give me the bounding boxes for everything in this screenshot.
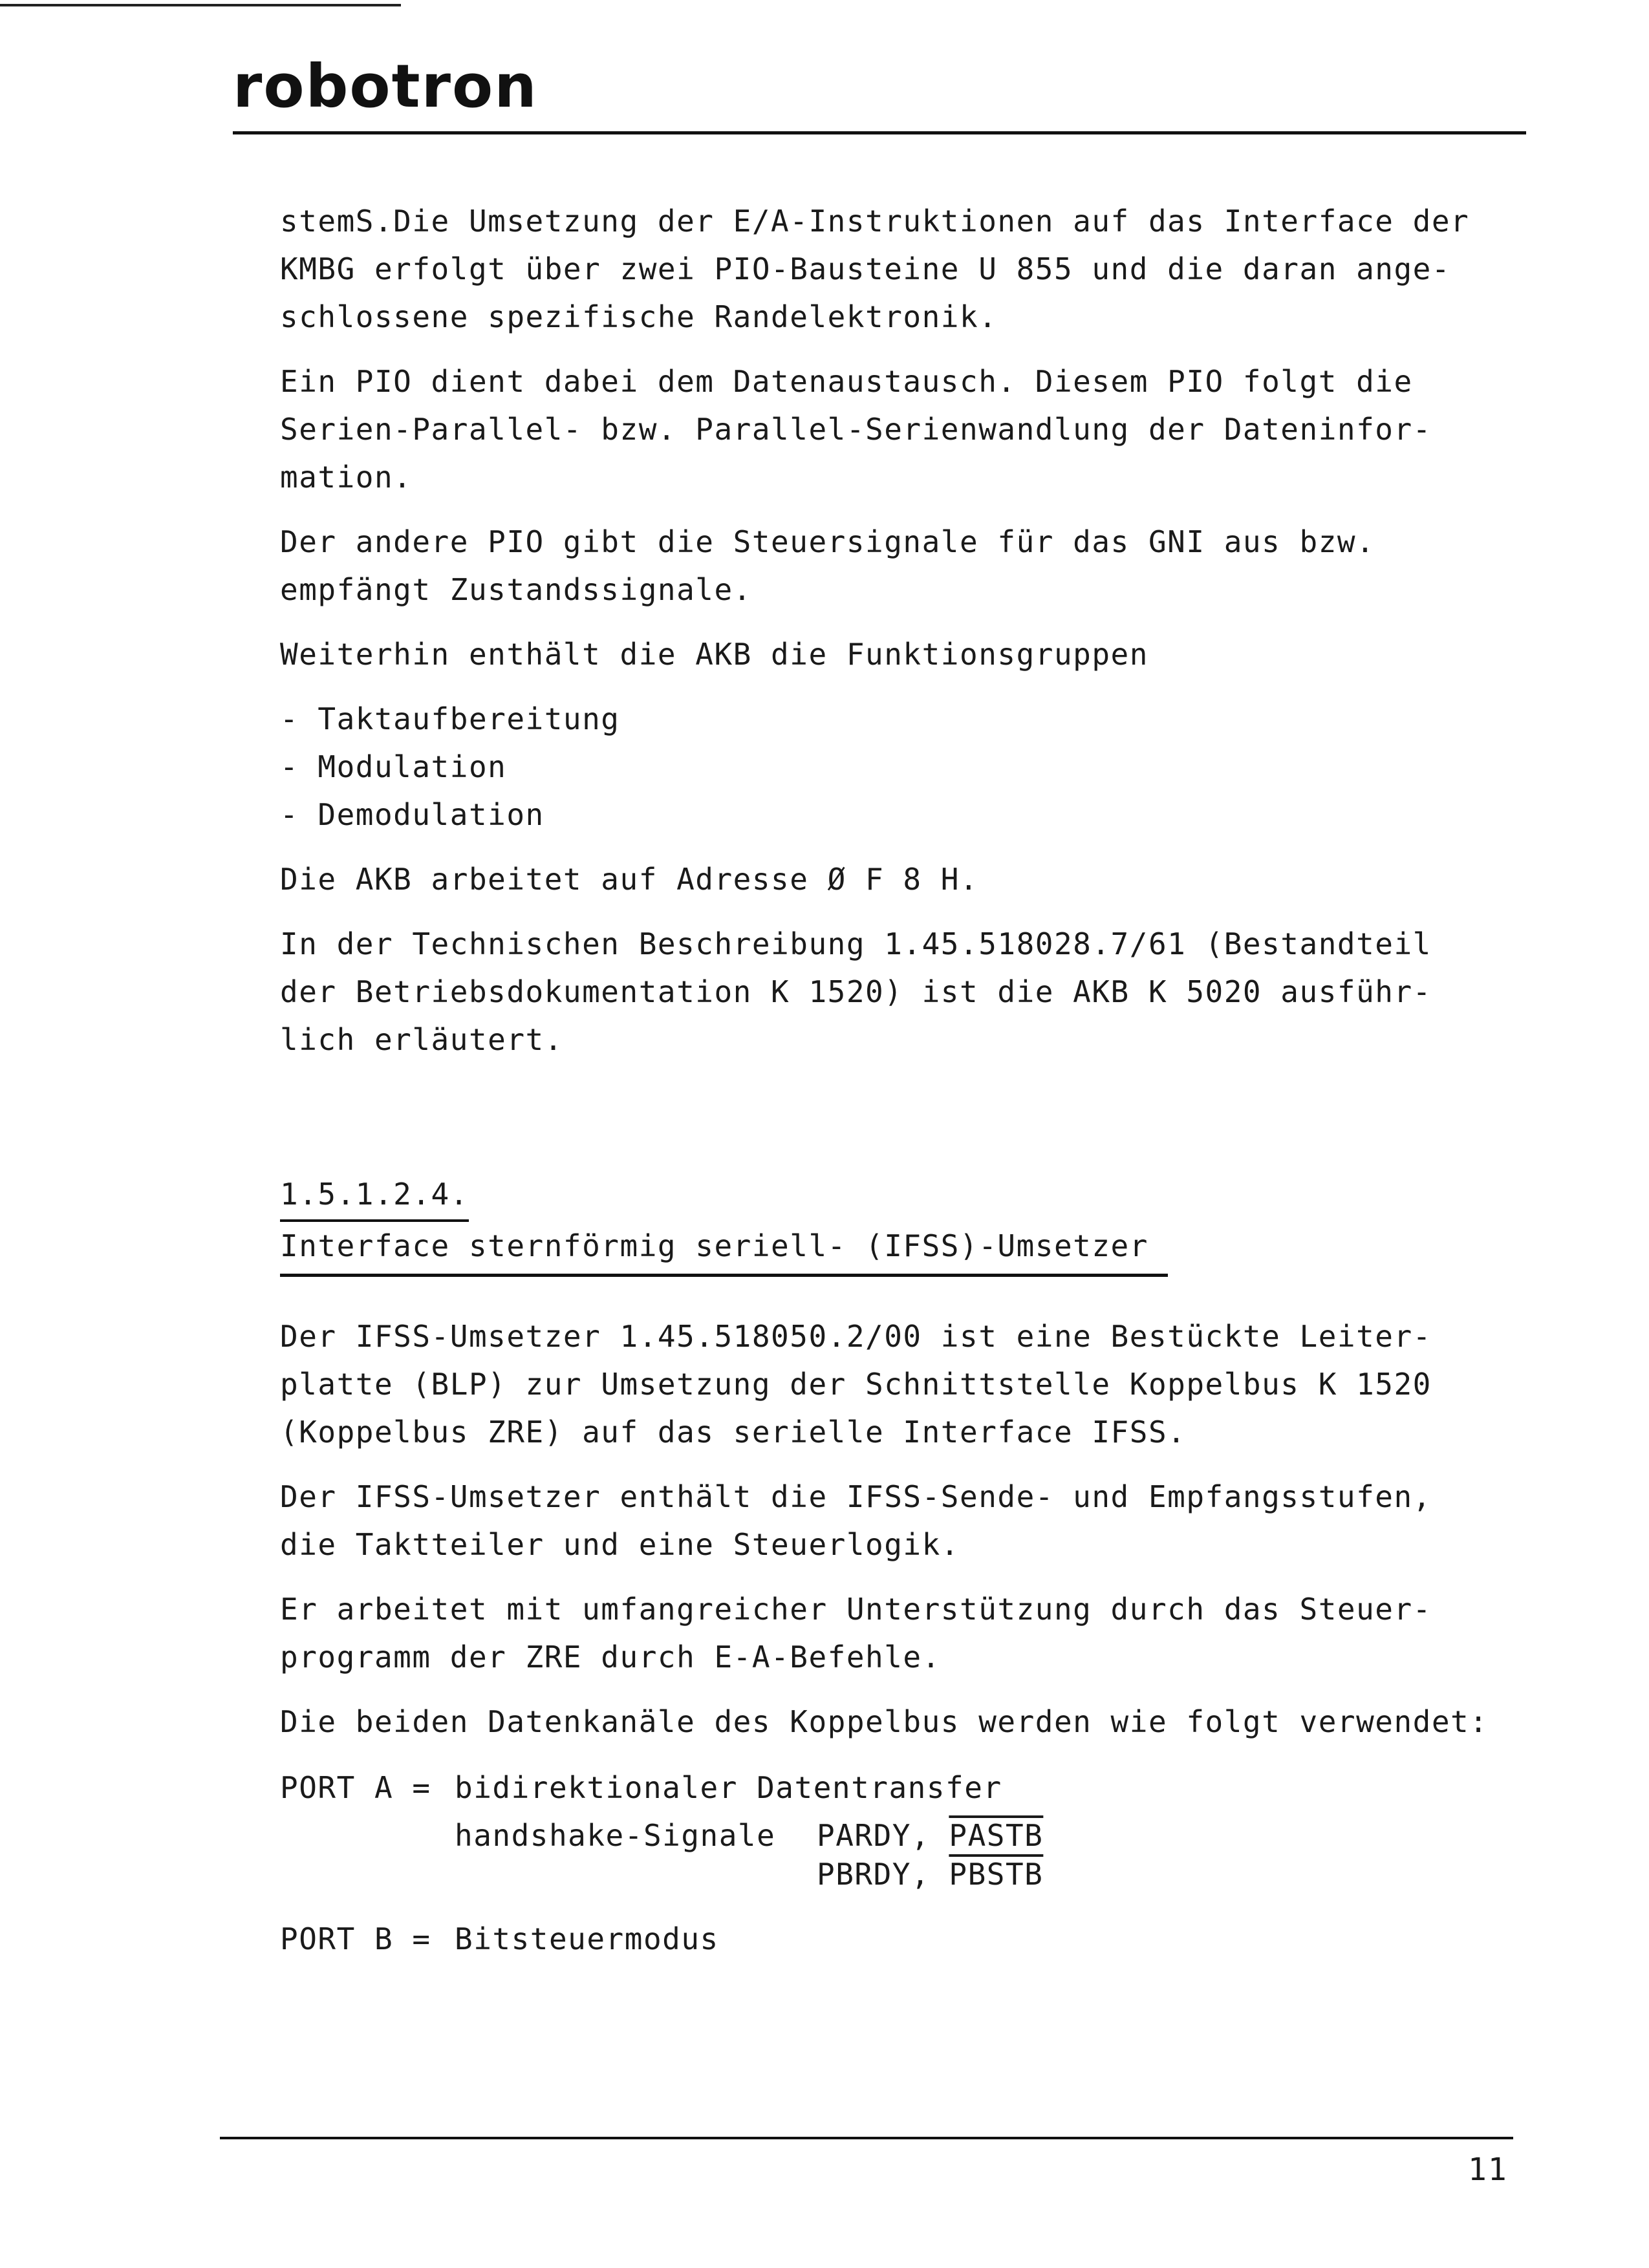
paragraph-reference: In der Technischen Beschreibung 1.45.518028.7/61 (Bestandteil der Betriebsdokumentation K 1520) ist die AKB K 5020 ausführ- lich erläutert. xyxy=(280,926,1432,1057)
port-b-description: Bitsteuermodus xyxy=(455,1921,719,1956)
signal-pbrdy: PBRDY, xyxy=(817,1857,931,1892)
paragraph-pio-intro: stemS.Die Umsetzung der E/A-Instruktionen auf das Interface der KMBG erfolgt über zwei PIO-Bausteine U 855 und die daran ange- schlossene spezifische Randelektronik. xyxy=(280,204,1470,334)
paragraph-function-groups-intro: Weiterhin enthält die AKB die Funktionsgruppen xyxy=(280,637,1148,672)
paragraph-pio-data: Ein PIO dient dabei dem Datenaustausch. Diesem PIO folgt die Serien-Parallel- bzw. Parallel-Serienwandlung der Dateninfor- mation. xyxy=(280,364,1432,495)
signal-pardy: PARDY, xyxy=(817,1818,931,1853)
header-rule xyxy=(233,131,1526,134)
paragraph-ifss-components: Der IFSS-Umsetzer enthält die IFSS-Sende- und Empfangsstufen, die Taktteiler und eine Steuerlogik. xyxy=(280,1479,1432,1562)
handshake-label: handshake-Signale xyxy=(455,1818,776,1853)
signal-pastb: PASTB xyxy=(949,1818,1044,1853)
handshake-row-1 xyxy=(280,1812,1315,1853)
section-title: Interface sternförmig seriell- (IFSS)-Umsetzer xyxy=(280,1222,1168,1277)
handshake-signals-b xyxy=(817,1850,1043,1898)
paragraph-address: Die AKB arbeitet auf Adresse Ø F 8 H. xyxy=(280,862,979,897)
signal-pbstb: PBSTB xyxy=(949,1857,1044,1892)
list-item: - Taktaufbereitung xyxy=(280,701,620,736)
port-b-label: PORT B = xyxy=(280,1921,431,1956)
port-a-label: PORT A = xyxy=(280,1770,431,1805)
footer-rule xyxy=(220,2137,1513,2139)
port-b-row xyxy=(280,1915,1315,1963)
robotron-logo: robotron xyxy=(233,52,538,121)
paragraph-ifss-description: Der IFSS-Umsetzer 1.45.518050.2/00 ist eine Bestückte Leiter- platte (BLP) zur Umsetzung der Schnittstelle Koppelbus K 1520 (Koppelbus ZRE) auf das serielle Interface IFSS. xyxy=(280,1319,1432,1450)
port-a-row xyxy=(280,1764,1315,1812)
paragraph-pio-control: Der andere PIO gibt die Steuersignale für das GNI aus bzw. empfängt Zustandssignale. xyxy=(280,524,1375,607)
body-text-top xyxy=(280,197,1560,1080)
port-a-description: bidirektionaler Datentransfer xyxy=(455,1770,1002,1805)
section-heading xyxy=(280,1170,1560,1277)
paragraph-data-channels: Die beiden Datenkanäle des Koppelbus werden wie folgt verwendet: xyxy=(280,1704,1489,1739)
list-item: - Demodulation xyxy=(280,797,544,832)
paragraph-ifss-support: Er arbeitet mit umfangreicher Unterstützung durch das Steuer- programm der ZRE durch E-A-Befehle. xyxy=(280,1592,1432,1674)
section-number: 1.5.1.2.4. xyxy=(280,1170,469,1222)
handshake-row-2 xyxy=(280,1850,1315,1892)
function-group-list xyxy=(280,695,1560,839)
page-number: 11 xyxy=(1468,2152,1508,2188)
body-text-section xyxy=(280,1312,1573,1762)
list-item: - Modulation xyxy=(280,749,507,784)
port-assignment xyxy=(280,1764,1315,1963)
page-edge-line xyxy=(0,4,401,6)
